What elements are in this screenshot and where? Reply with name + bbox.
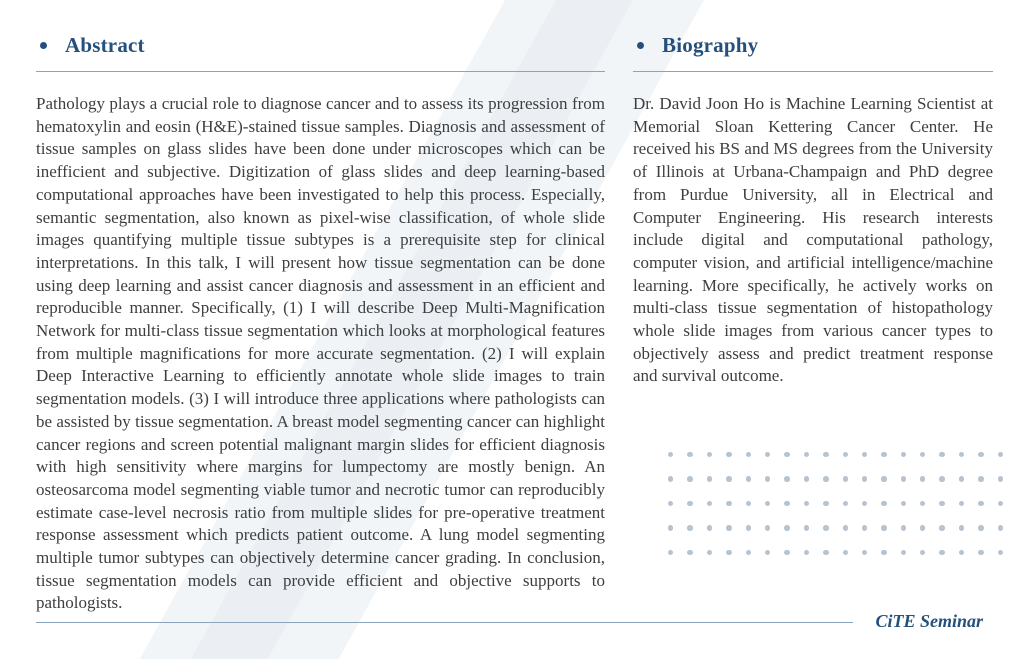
footer-divider	[36, 622, 853, 623]
abstract-section	[36, 30, 605, 632]
seminar-label: CiTE Seminar	[875, 611, 983, 631]
section-divider	[633, 71, 993, 72]
biography-title: Biography	[662, 32, 759, 57]
abstract-header	[36, 30, 605, 60]
bullet-icon	[40, 42, 47, 49]
biography-body: Dr. David Joon Ho is Machine Learning Scientist at Memorial Sloan Kettering Cancer Center. He received his BS and MS degrees from the University of Illinois at Urbana-Champaign and PhD degree from Purdue University, all in Electrical and Computer Engineering. His research interests include digital and computational pathology, computer vision, and artificial intelligence/machine learning. More specifically, he actively works on multi-class tissue segmentation of histopathology whole slide images from various cancer types to objectively assess and predict treatment response and survival outcome.	[633, 94, 993, 386]
biography-section	[633, 30, 993, 405]
dot-pattern	[668, 442, 1017, 565]
biography-header	[633, 30, 993, 60]
abstract-title: Abstract	[65, 32, 145, 57]
section-divider	[36, 71, 605, 72]
bullet-icon	[637, 42, 644, 49]
abstract-body: Pathology plays a crucial role to diagnose cancer and to assess its progression from hematoxylin and eosin (H&E)-stained tissue samples. Diagnosis and assessment of tissue samples on glass slides have been done under microscopes which can be inefficient and subjective. Digitization of glass slides and deep learning-based computational approaches have been investigated to help this process. Especially, semantic segmentation, also known as pixel-wise classification, of whole slide images quantifying multiple tissue subtypes is a prerequisite step for clinical interpretations. In this talk, I will present how tissue segmentation can be done using deep learning and assist cancer diagnosis and assessment in an efficient and reproducible manner. Specifically, (1) I will describe Deep Multi-Magnification Network for multi-class tissue segmentation which looks at morphological features from multiple magnifications for more accurate segmentation. (2) I will explain Deep Interactive Learning to efficiently annotate whole slide images to train segmentation models. (3) I will introduce three applications where pathologists can be assisted by tissue segmentation. A breast model segmenting cancer can highlight cancer regions and screen potential malignant margin slides for efficient diagnosis with high sensitivity where margins for lumpectomy are mostly benign. An osteosarcoma model segmenting viable tumor and necrotic tumor can reproducibly estimate case-level necrosis ratio from multiple slides for pre-operative treatment response assessment which predicts patient outcome. A lung model segmenting multiple tumor subtypes can objectively determine cancer grading. In conclusion, tissue segmentation models can provide efficient and objective supports to pathologists.	[36, 94, 605, 613]
